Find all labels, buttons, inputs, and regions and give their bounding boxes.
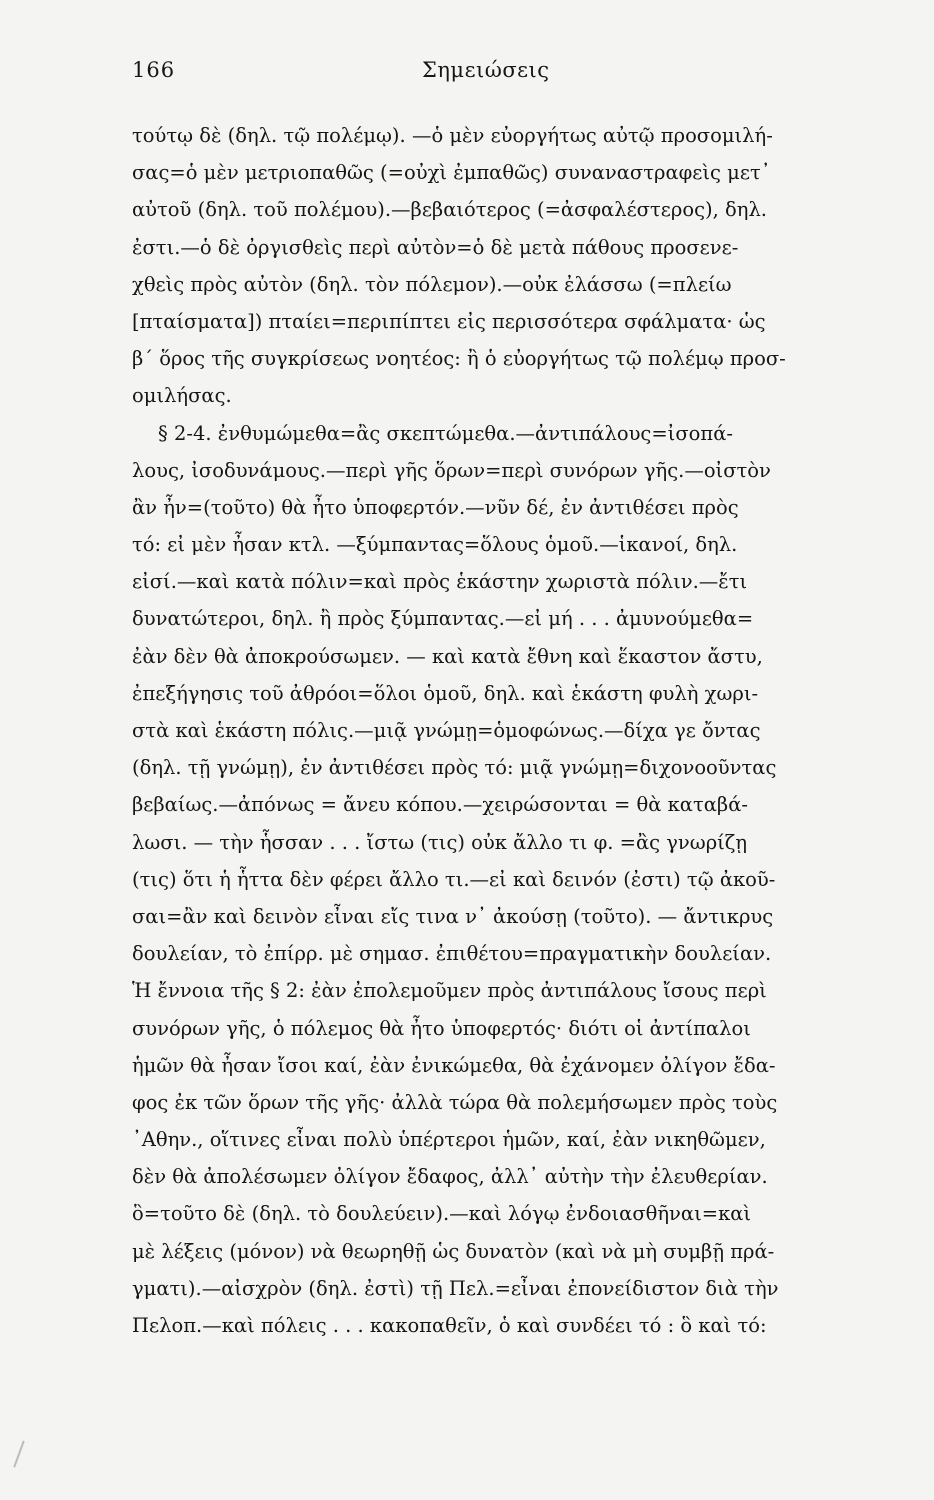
page-number: 166 [132,58,176,82]
text-line: δὲν θὰ ἀπολέσωμεν ὀλίγον ἔδαφος, ἀλλ᾽ αὐτὴν τὴν ἐλευθερίαν. [132,1165,768,1189]
text-line: χθεὶς πρὸς αὐτὸν (δηλ. τὸν πόλεμον).—οὐκ ἐλάσσω (=πλείω [132,272,732,296]
text-line: λους, ἰσοδυνάμους.—περὶ γῆς ὅρων=περὶ συνόρων γῆς.—οἰστὸν [132,458,771,482]
text-line: δουλείαν, τὸ ἐπίρρ. μὲ σημασ. ἐπιθέτου=πραγματικὴν δουλείαν. [132,942,772,966]
section-start-line: § 2-4. ἐνθυμώμεθα=ἂς σκεπτώμεθα.—ἀντιπάλους=ἰσοπά- [158,421,733,445]
text-line: β΄ ὅρος τῆς συγκρίσεως νοητέος: ἢ ὁ εὐοργήτως τῷ πολέμῳ προσ- [132,347,786,371]
text-line: σαι=ἂν καὶ δεινὸν εἶναι εἴς τινα ν᾽ ἀκούσῃ (τοῦτο). — ἄντικρυς [132,904,774,928]
text-line: Πελοπ.—καὶ πόλεις . . . κακοπαθεῖν, ὁ καὶ συνδέει τό : ὃ καὶ τό: [132,1314,767,1337]
text-line: γματι).—αἰσχρὸν (δηλ. ἐστὶ) τῇ Πελ.=εἶναι ἐπονείδιστον διὰ τὴν [132,1276,779,1300]
text-line: [πταίσματα]) πταίει=περιπίπτει εἰς περισσότερα σφάλματα· ὡς [132,309,766,333]
text-line: λωσι. — τὴν ἧσσαν . . . ἴστω (τις) οὐκ ἄλλο τι φ. =ἂς γνωρίζῃ [132,830,748,854]
text-line: (δηλ. τῇ γνώμῃ), ἐν ἀντιθέσει πρὸς τό: μιᾷ γνώμῃ=διχονοοῦντας [132,756,777,780]
text-line: φος ἐκ τῶν ὅρων τῆς γῆς· ἀλλὰ τώρα θὰ πολεμήσωμεν πρὸς τοὺς [132,1090,778,1114]
text-line: ομιλήσας. [132,384,232,408]
text-line: εἰσί.—καὶ κατὰ πόλιν=καὶ πρὸς ἑκάστην χωριστὰ πόλιν.—ἔτι [132,570,748,594]
notes-body [132,117,880,1344]
text-line: ἡμῶν θὰ ἦσαν ἴσοι καί, ἐὰν ἐνικώμεθα, θὰ ἐχάνομεν ὀλίγον ἔδα- [132,1053,776,1077]
text-line: βεβαίως.—ἀπόνως = ἄνευ κόπου.—χειρώσονται = θὰ καταβά- [132,793,748,817]
text-line: ἐὰν δὲν θὰ ἀποκρούσωμεν. — καὶ κατὰ ἔθνη καὶ ἕκαστον ἄστυ, [132,644,763,668]
text-line: συνόρων γῆς, ὁ πόλεμος θὰ ἦτο ὑποφερτός· διότι οἱ ἀντίπαλοι [132,1016,751,1040]
text-line: στὰ καὶ ἑκάστη πόλις.—μιᾷ γνώμῃ=ὁμοφώνως.—δίχα γε ὄντας [132,719,761,742]
text-line: (τις) ὅτι ἡ ἧττα δὲν φέρει ἄλλο τι.—εἰ καὶ δεινόν (ἐστι) τῷ ἀκοῦ- [132,867,776,891]
text-line: αὐτοῦ (δηλ. τοῦ πολέμου).—βεβαιότερος (=ἀσφαλέστερος), δηλ. [132,198,767,222]
text-line: Ἡ ἔννοια τῆς § 2: ἐὰν ἐπολεμοῦμεν πρὸς ἀντιπάλους ἴσους περὶ [132,979,767,1003]
text-line: σας=ὁ μὲν μετριοπαθῶς (=οὐχὶ ἐμπαθῶς) συναναστραφεὶς μετ᾽ [132,161,771,185]
text-line: ἐπεξήγησις τοῦ ἀθρόοι=ὅλοι ὁμοῦ, δηλ. καὶ ἑκάστη φυλὴ χωρι- [132,681,759,705]
text-line: ἐστι.—ὁ δὲ ὀργισθεὶς περὶ αὐτὸν=ὁ δὲ μετὰ πάθους προσενε- [132,235,739,259]
text-line: ᾽Αθην., οἵτινες εἶναι πολὺ ὑπέρτεροι ἡμῶν, καί, ἐὰν νικηθῶμεν, [132,1128,766,1152]
text-line: τό: εἰ μὲν ἦσαν κτλ. —ξύμπαντας=ὅλους ὁμοῦ.—ἱκανοί, δηλ. [132,533,738,557]
running-title: Σημειώσεις [422,58,550,82]
text-line: δυνατώτεροι, δηλ. ἢ πρὸς ξύμπαντας.—εἰ μή . . . ἀμυνούμεθα= [132,607,754,631]
margin-pencil-mark [13,1441,24,1468]
text-line: μὲ λέξεις (μόνον) νὰ θεωρηθῇ ὡς δυνατὸν (καὶ νὰ μὴ συμβῇ πρά- [132,1239,775,1263]
text-line: τούτῳ δὲ (δηλ. τῷ πολέμῳ). —ὁ μὲν εὐοργήτως αὐτῷ προσομιλή- [132,124,773,147]
text-line: ἂν ἦν=(τοῦτο) θὰ ἦτο ὑποφερτόν.—νῦν δέ, ἐν ἀντιθέσει πρὸς [132,495,739,519]
page-header [132,58,892,88]
text-line: ὃ=τοῦτο δὲ (δηλ. τὸ δουλεύειν).—καὶ λόγῳ ἐνδοιασθῆναι=καὶ [132,1202,752,1226]
